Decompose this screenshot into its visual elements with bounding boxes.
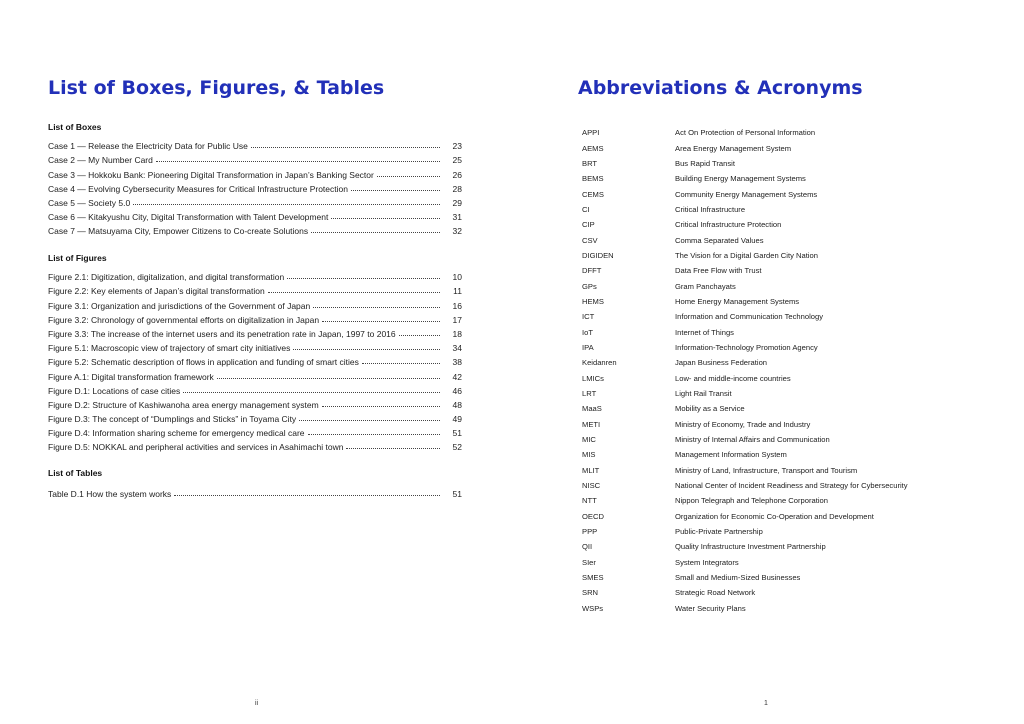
figure-entry-page-number: 51 <box>452 428 462 439</box>
dot-leader <box>183 392 440 393</box>
abbreviation-definition: Home Energy Management Systems <box>675 296 800 306</box>
abbreviation-definition: Public-Private Partnership <box>675 527 763 537</box>
figure-entry-label: Figure 2.2: Key elements of Japan’s digital transformation <box>48 286 265 297</box>
figure-entry <box>48 282 462 296</box>
dot-leader <box>362 363 440 364</box>
figure-entry-label: Figure D.4: Information sharing scheme for emergency medical care <box>48 428 305 439</box>
abbreviation-term: HEMS <box>582 296 604 306</box>
abbreviation-row <box>582 324 982 339</box>
figure-entry <box>48 382 462 396</box>
abbreviation-term: SIer <box>582 557 596 567</box>
dot-leader <box>311 232 440 233</box>
abbreviation-term: LRT <box>582 389 597 399</box>
figure-entry-page-number: 49 <box>452 414 462 425</box>
abbreviation-definition: Information-Technology Promotion Agency <box>675 342 818 352</box>
box-entry-label: Case 5 — Society 5.0 <box>48 197 131 208</box>
abbreviation-definition: Critical Infrastructure Protection <box>675 220 782 230</box>
figure-entry-label: Figure D.3: The concept of “Dumplings and Sticks” in Toyama City <box>48 414 297 425</box>
abbreviation-row <box>582 125 982 140</box>
abbreviation-row <box>582 278 982 293</box>
box-entry-page-number: 25 <box>452 155 462 166</box>
box-entry-label: Case 4 — Evolving Cybersecurity Measures for Critical Infrastructure Protection <box>48 183 348 194</box>
abbreviation-definition: The Vision for a Digital Garden City Nation <box>675 250 818 260</box>
abbreviation-term: BEMS <box>582 174 604 184</box>
abbreviation-term: MIC <box>582 435 596 445</box>
abbreviation-term: APPI <box>582 128 600 138</box>
figure-entry <box>48 311 462 325</box>
box-entry-page-number: 29 <box>452 197 462 208</box>
abbreviation-term: ICT <box>582 312 595 322</box>
figure-entry <box>48 410 462 424</box>
abbreviation-term: GPs <box>582 281 597 291</box>
page-number: 1 <box>764 700 768 707</box>
abbreviation-row <box>582 309 982 324</box>
dot-leader <box>293 349 440 350</box>
abbreviation-row <box>582 417 982 432</box>
abbreviation-term: DIGIDEN <box>582 250 614 260</box>
abbreviation-row <box>582 570 982 585</box>
abbreviation-term: BRT <box>582 158 598 168</box>
figure-entry-label: Figure D.5: NOKKAL and peripheral activities and services in Asahimachi town <box>48 442 344 453</box>
box-entry <box>48 137 462 151</box>
abbreviation-term: OECD <box>582 511 604 521</box>
abbreviation-row <box>582 263 982 278</box>
box-entry <box>48 222 462 236</box>
dot-leader <box>351 190 440 191</box>
table-entry <box>48 485 462 499</box>
abbreviation-definition: Water Security Plans <box>675 603 746 613</box>
box-entry-page-number: 23 <box>452 141 462 152</box>
figure-entry-page-number: 18 <box>452 328 462 339</box>
abbreviation-term: LMICs <box>582 373 604 383</box>
right-page <box>512 0 1024 724</box>
figure-entry-label: Figure 3.3: The increase of the internet users and its penetration rate in Japan, 1997 to 2016 <box>48 328 396 339</box>
box-entry <box>48 180 462 194</box>
box-entry <box>48 151 462 165</box>
box-entry-page-number: 32 <box>452 226 462 237</box>
abbreviation-term: NISC <box>582 481 601 491</box>
figure-entry <box>48 367 462 381</box>
figure-entry-label: Figure 2.1: Digitization, digitalization, and digital transformation <box>48 272 285 283</box>
abbreviation-row <box>582 601 982 616</box>
figure-entry-label: Figure A.1: Digital transformation framework <box>48 371 214 382</box>
abbreviation-row <box>582 463 982 478</box>
figure-entry <box>48 353 462 367</box>
abbreviation-term: QII <box>582 542 593 552</box>
box-entry-page-number: 31 <box>452 212 462 223</box>
dot-leader <box>268 292 440 293</box>
abbreviation-definition: National Center of Incident Readiness and Strategy for Cybersecurity <box>675 481 908 491</box>
box-entry-label: Case 1 — Release the Electricity Data for Public Use <box>48 141 248 152</box>
box-entry-label: Case 2 — My Number Card <box>48 155 153 166</box>
abbreviation-definition: Quality Infrastructure Investment Partnership <box>675 542 826 552</box>
dot-leader <box>133 204 440 205</box>
dot-leader <box>399 335 440 336</box>
abbreviation-definition: Gram Panchayats <box>675 281 736 291</box>
abbreviation-term: CIP <box>582 220 595 230</box>
figure-entry-label: Figure 5.1: Macroscopic view of trajectory of smart city initiatives <box>48 343 291 354</box>
list-of-figures <box>48 268 462 452</box>
figure-entry-page-number: 16 <box>452 300 462 311</box>
figure-entry-page-number: 48 <box>452 399 462 410</box>
dot-leader <box>322 406 440 407</box>
box-entry-label: Case 7 — Matsuyama City, Empower Citizens to Co-create Solutions <box>48 226 309 237</box>
dot-leader <box>299 420 440 421</box>
abbreviation-row <box>582 202 982 217</box>
abbreviation-definition: Light Rail Transit <box>675 389 732 399</box>
abbreviation-row <box>582 539 982 554</box>
box-entry <box>48 208 462 222</box>
abbreviation-definition: Strategic Road Network <box>675 588 756 598</box>
figure-entry-page-number: 10 <box>452 272 462 283</box>
figure-entry <box>48 268 462 282</box>
figure-entry-label: Figure 3.1: Organization and jurisdictions of the Government of Japan <box>48 300 311 311</box>
abbreviation-row <box>582 355 982 370</box>
figure-entry-page-number: 52 <box>452 442 462 453</box>
abbreviation-definition: Nippon Telegraph and Telephone Corporation <box>675 496 828 506</box>
dot-leader <box>331 218 440 219</box>
abbreviation-definition: Building Energy Management Systems <box>675 174 806 184</box>
abbreviation-term: CI <box>582 204 590 214</box>
abbreviation-term: WSPs <box>582 603 604 613</box>
abbreviation-term: MaaS <box>582 404 602 414</box>
abbreviation-row <box>582 478 982 493</box>
abbreviation-term: MLIT <box>582 465 600 475</box>
abbreviation-term: DFFT <box>582 266 602 276</box>
figure-entry <box>48 396 462 410</box>
figure-entry-page-number: 46 <box>452 385 462 396</box>
abbreviation-row <box>582 386 982 401</box>
table-entry-label: Table D.1 How the system works <box>48 489 172 500</box>
dot-leader <box>377 176 440 177</box>
abbreviation-row <box>582 340 982 355</box>
dot-leader <box>322 321 440 322</box>
figure-entry-label: Figure D.1: Locations of case cities <box>48 385 181 396</box>
abbreviation-row <box>582 585 982 600</box>
abbreviation-row <box>582 294 982 309</box>
figure-entry-page-number: 34 <box>452 343 462 354</box>
abbreviation-row <box>582 401 982 416</box>
abbreviation-row <box>582 493 982 508</box>
list-of-figures-title: List of Figures <box>48 253 107 263</box>
abbreviation-term: Keidanren <box>582 358 617 368</box>
abbreviation-definition: Ministry of Economy, Trade and Industry <box>675 419 811 429</box>
abbreviation-definition: Information and Communication Technology <box>675 312 824 322</box>
figure-entry <box>48 339 462 353</box>
abbreviation-definition: Critical Infrastructure <box>675 204 746 214</box>
abbreviation-row <box>582 171 982 186</box>
abbreviation-definition: Comma Separated Values <box>675 235 764 245</box>
abbreviations-list <box>582 125 982 616</box>
abbreviation-term: IoT <box>582 327 593 337</box>
box-entry <box>48 194 462 208</box>
abbreviation-row <box>582 186 982 201</box>
figure-entry-label: Figure D.2: Structure of Kashiwanoha area energy management system <box>48 399 319 410</box>
abbreviation-definition: Internet of Things <box>675 327 734 337</box>
list-of-tables-title: List of Tables <box>48 468 103 478</box>
abbreviation-term: SMES <box>582 573 604 583</box>
dot-leader <box>174 495 440 496</box>
dot-leader <box>251 147 440 148</box>
figure-entry-label: Figure 5.2: Schematic description of flows in application and funding of smart cities <box>48 357 359 368</box>
abbreviation-row <box>582 140 982 155</box>
abbreviation-definition: Data Free Flow with Trust <box>675 266 762 276</box>
abbreviation-definition: Japan Business Federation <box>675 358 768 368</box>
abbreviation-definition: System Integrators <box>675 557 739 567</box>
dot-leader <box>217 378 440 379</box>
abbreviation-definition: Small and Medium-Sized Businesses <box>675 573 801 583</box>
abbreviation-row <box>582 432 982 447</box>
abbreviation-definition: Ministry of Internal Affairs and Communication <box>675 435 830 445</box>
abbreviation-definition: Community Energy Management Systems <box>675 189 818 199</box>
box-entry <box>48 165 462 179</box>
figure-entry-page-number: 17 <box>452 314 462 325</box>
abbreviation-definition: Bus Rapid Transit <box>675 158 735 168</box>
abbreviation-row <box>582 217 982 232</box>
abbreviation-term: NTT <box>582 496 597 506</box>
abbreviation-definition: Organization for Economic Co-Operation and Development <box>675 511 874 521</box>
abbreviation-row <box>582 371 982 386</box>
abbreviation-definition: Act On Protection of Personal Information <box>675 128 816 138</box>
box-entry-page-number: 28 <box>452 183 462 194</box>
box-entry-label: Case 3 — Hokkoku Bank: Pioneering Digital Transformation in Japan’s Banking Sector <box>48 169 374 180</box>
list-of-boxes-title: List of Boxes <box>48 122 102 132</box>
abbreviation-term: MIS <box>582 450 596 460</box>
abbreviation-row <box>582 248 982 263</box>
figure-entry-page-number: 38 <box>452 357 462 368</box>
abbreviation-definition: Mobility as a Service <box>675 404 745 414</box>
figure-entry <box>48 438 462 452</box>
page-number: ii <box>255 700 259 707</box>
list-of-boxes <box>48 137 462 236</box>
table-entry-page-number: 51 <box>452 489 462 500</box>
abbreviation-term: METI <box>582 419 601 429</box>
list-of-boxes-figures-tables-heading: List of Boxes, Figures, & Tables <box>48 77 385 99</box>
dot-leader <box>287 278 440 279</box>
abbreviation-term: CEMS <box>582 189 604 199</box>
abbreviation-definition: Area Energy Management System <box>675 143 792 153</box>
box-entry-label: Case 6 — Kitakyushu City, Digital Transformation with Talent Development <box>48 212 329 223</box>
dot-leader <box>346 448 440 449</box>
list-of-tables <box>48 485 462 499</box>
figure-entry-label: Figure 3.2: Chronology of governmental efforts on digitalization in Japan <box>48 314 320 325</box>
dot-leader <box>156 161 440 162</box>
abbreviation-term: CSV <box>582 235 598 245</box>
abbreviation-row <box>582 509 982 524</box>
abbreviation-term: PPP <box>582 527 598 537</box>
abbreviation-term: IPA <box>582 342 594 352</box>
dot-leader <box>308 434 440 435</box>
figure-entry <box>48 296 462 310</box>
abbreviation-row <box>582 156 982 171</box>
abbreviation-term: AEMS <box>582 143 604 153</box>
abbreviation-row <box>582 524 982 539</box>
figure-entry <box>48 325 462 339</box>
abbreviation-row <box>582 232 982 247</box>
dot-leader <box>313 307 440 308</box>
abbreviation-definition: Low- and middle-income countries <box>675 373 791 383</box>
box-entry-page-number: 26 <box>452 169 462 180</box>
abbreviation-definition: Management Information System <box>675 450 787 460</box>
abbreviation-row <box>582 447 982 462</box>
figure-entry <box>48 424 462 438</box>
figure-entry-page-number: 11 <box>453 286 462 297</box>
abbreviation-definition: Ministry of Land, Infrastructure, Transport and Tourism <box>675 465 858 475</box>
abbreviation-row <box>582 555 982 570</box>
figure-entry-page-number: 42 <box>452 371 462 382</box>
abbreviations-heading: Abbreviations & Acronyms <box>578 77 863 99</box>
abbreviation-term: SRN <box>582 588 599 598</box>
